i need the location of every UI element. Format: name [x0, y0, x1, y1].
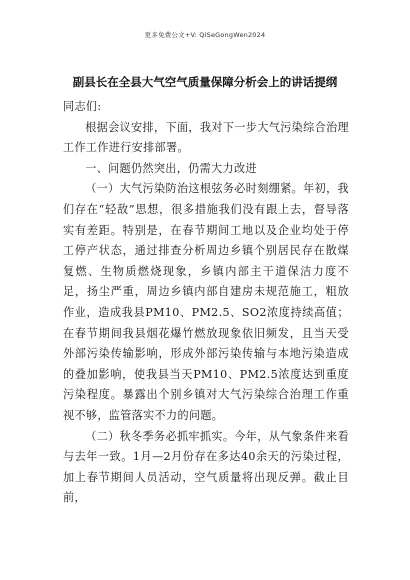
paragraph-1: （一）大气污染防治这根弦务必时刻绷紧。年初，我们存在“轻敌”思想，很多措施我们没有跟上去，督导落实有差距。特别是，在春节期间工地以及企业均处于停工停产状态，通过排查分析周边乡镇个别居民存在散煤复燃、生物质燃烧现象，乡镇内部主干道保洁力度不足，扬尘严重，周边乡镇内部自建房未规范施工，粗放作业，造成我县PM10、PM2.5、SO2浓度持续高值；在春节期间我县烟花爆竹燃放现象依旧频发，且当天受外部污染传输影响，形成外部污染传输与本地污染造成的叠加影响，使我县当天PM10、PM2.5浓度达到重度污染程度。暴露出个别乡镇对大气污染综合治理工作重视不够，监管落实不力的问题。 — [63, 182, 349, 422]
section-heading-1: 一、问题仍然突出，仍需大力改进 — [85, 161, 257, 175]
document-body — [63, 97, 349, 509]
paragraph-intro: 根据会议安排，下面，我对下一步大气污染综合治理工作工作进行安排部署。 — [63, 120, 349, 155]
header-note: 更多免费公文+V: QiSeGongWen2024 — [144, 31, 266, 39]
document-title: 副县长在全县大气空气质量保障分析会上的讲话提纲 — [72, 75, 338, 89]
salutation: 同志们: — [63, 100, 102, 113]
paragraph-2: （二）秋冬季务必抓牢抓实。今年，从气象条件来看与去年一致。1月—2月份存在多达40余天的污染过程，加上春节期间人员活动，空气质量将出现反弹。截止目前， — [63, 429, 349, 505]
